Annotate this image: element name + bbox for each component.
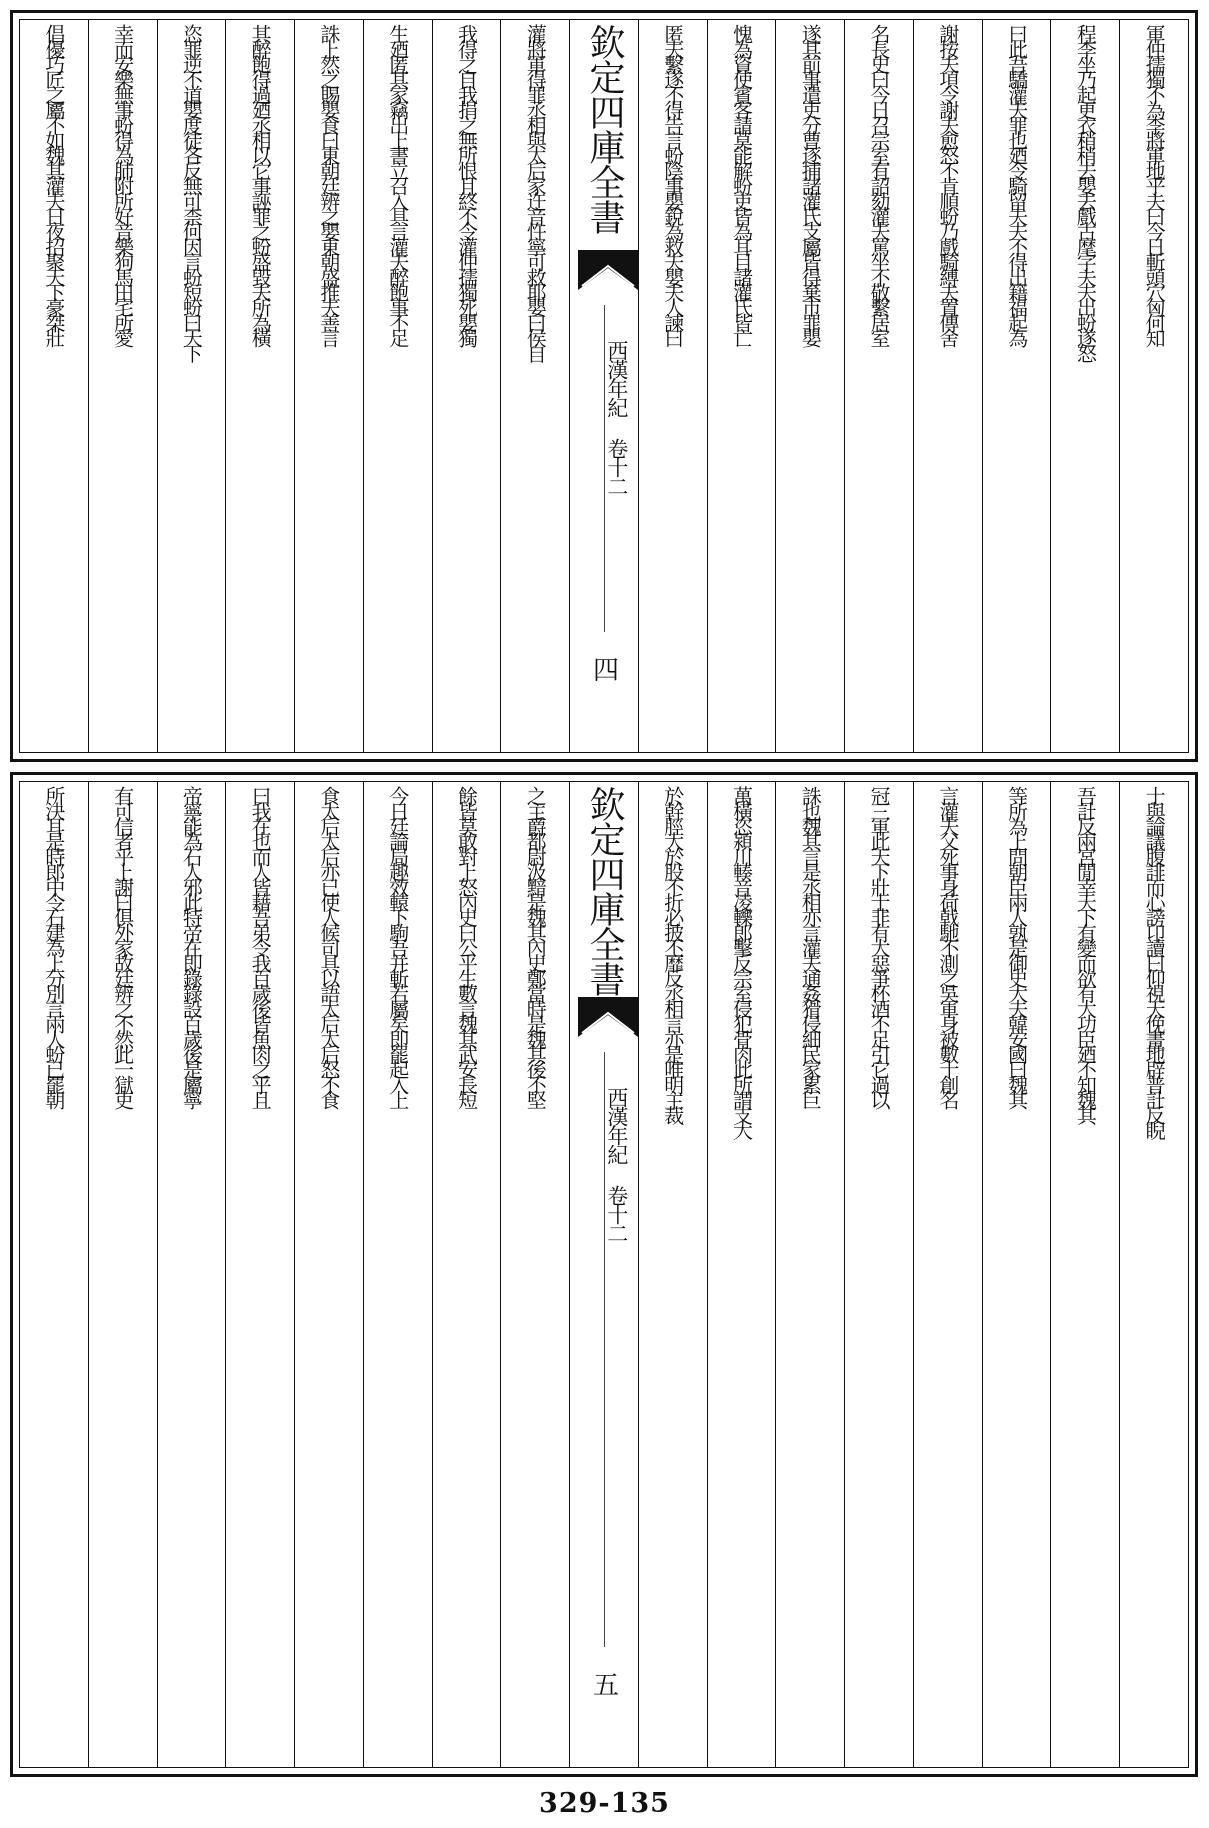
column-text: 匿夫繫遂不得告言蚡陰事嬰銳為救夫嬰夫人諫曰 [660,24,685,344]
column-text: 吾計反兩宮閒幸天下有變而欲有大功臣廼不知魏其 [1073,786,1098,1121]
column-text: 謝按夫項令謝夫愈怒不肯順蚡乃戲騎縛夫置傳舍 [935,24,960,344]
column-text: 言灌夫父死事身荷戟馳不測之吳軍身被數十創名 [935,786,960,1106]
column-text: 我得之自我捐之無所恨且終不令灌仲孺獨死嬰獨 [454,24,479,344]
text-column [707,782,776,1767]
column-text: 恣罪逆不道嬰度徒各反無可柰何因言蚡短蚡曰天下 [179,24,204,359]
book-title: 欽定四庫全書 [583,24,625,234]
center-margin-column [569,20,638,752]
text-column [294,20,363,752]
column-text: 食太后太后亦已使人候司具以語太后太后怒不食 [316,786,341,1106]
column-text: 於幹脛大於股不折必披丕靡反丞相言亦是唯明主裁 [660,786,685,1121]
column-text: 之主爵都尉汲黯是魏其內史鄭當時是魏其後不堅 [523,786,548,1106]
column-text: 帝寧能為石人邪此特帝在即錄錄設百歲後是屬寧 [179,786,204,1106]
volume-label: 西漢年紀 卷十二 [604,340,629,495]
text-column [1119,20,1188,752]
text-column [225,782,294,1767]
text-column [88,782,157,1767]
bottom-text-columns [20,782,1188,1767]
column-text: 等所為上問朝臣兩人孰是御史大夫韓安國曰魏其 [1004,786,1029,1106]
text-column [1119,782,1188,1767]
bottom-page-panel [10,772,1198,1777]
column-text: 誅上然之賜嬰食曰東朝廷辨之嬰東朝盛推夫善言 [316,24,341,344]
column-text: 程李坐乃起更衣稍稍去嬰去戲古麾字夫夫出蚡遂怒 [1073,24,1098,359]
column-text: 軍仲孺獨不為李將軍地乎夫曰今日斬頭穴匈何知 [1142,24,1167,344]
text-column [775,20,844,752]
text-column [363,782,432,1767]
column-text: 幸而安樂無事蚡得為肺附所好音樂狗馬田宅所愛 [110,24,135,344]
text-column [294,782,363,1767]
column-text: 曰我在也而人皆藉吾弟令我百歲後皆魚肉之乎且 [248,786,273,1106]
text-column [225,20,294,752]
folio-number: 五 [588,1671,619,1697]
column-text: 名長史曰今日召宗室有詔劾灌夫罵坐不敬繫居室 [867,24,892,344]
book-title: 欽定四庫全書 [583,786,625,996]
text-column [844,20,913,752]
column-text: 士與論議腹誹而心謗卬讀曰仰視天俛畫地辟普計反睨 [1142,786,1167,1136]
text-column [157,782,226,1767]
text-column [638,782,707,1767]
text-column [1050,782,1119,1767]
top-text-columns [20,20,1188,752]
column-text: 曰此吾驕灌夫罪也廼令騎留夫夫不得出籍福起為 [1004,24,1029,344]
column-text: 生廼匿其家竊出上書立召入具言灌夫醉飽事不足 [385,24,410,344]
folio-number: 四 [588,656,619,682]
text-column [363,20,432,752]
bottom-page-frame [19,781,1189,1768]
text-column [500,782,569,1767]
column-text: 有可信者乎上謝曰俱外家故廷辨之不然此一獄吏 [110,786,135,1106]
text-column [20,20,88,752]
center-margin-column [569,782,638,1767]
text-column [844,782,913,1767]
column-text: 其醉飽得過廼丞相以它事誣罪之蚡盛毀夫所為橫 [248,24,273,344]
text-column [1050,20,1119,752]
text-column [982,782,1051,1767]
column-text: 萬橫恣潁川輳音凌轢郎擊反宗室侵犯骨肉此所謂支大 [729,786,754,1136]
top-page-frame [19,19,1189,753]
text-column [775,782,844,1767]
text-column [913,20,982,752]
column-text: 遂其前事遣吏分曹逐捕諸灌氏支屬皆得棄市罪嬰 [798,24,823,344]
column-text: 餘皆莫敢對上怒內史曰公平生數言魏其武安長短 [454,786,479,1106]
text-column [432,20,501,752]
fish-tail-mark-icon [578,997,638,1037]
column-text: 誅也魏其言是丞相亦言灌夫通姦猾侵細民家累巨 [798,786,823,1106]
fish-tail-mark-icon [578,250,638,290]
column-text: 灌將軍得罪丞相與太后家迕音忤寧可救耶嬰曰侯自 [523,24,548,359]
top-page-panel [10,10,1198,762]
text-column [982,20,1051,752]
page-code: 329-135 [539,1788,670,1819]
text-column [20,782,88,1767]
text-column [432,782,501,1767]
column-text: 倡優巧匠之屬不如魏其灌夫日夜招聚天下豪桀壯 [41,24,66,344]
column-text: 冠三軍此天下壯士非有大惡爭杯酒不足引它過以 [867,786,892,1106]
column-text: 今日廷論局趣效轅下駒吾并斬若屬矣即罷起入上 [385,786,410,1106]
text-column [707,20,776,752]
text-column [638,20,707,752]
column-text: 所決耳是時郎中令石建為上分別言兩人蚡已罷朝 [41,786,66,1106]
text-column [500,20,569,752]
text-column [913,782,982,1767]
text-column [157,20,226,752]
text-column [88,20,157,752]
column-text: 愧為資使賓客請莫能解蚡吏皆為耳目諸灌氏皆亡 [729,24,754,344]
volume-label: 西漢年紀 卷十二 [604,1087,629,1242]
